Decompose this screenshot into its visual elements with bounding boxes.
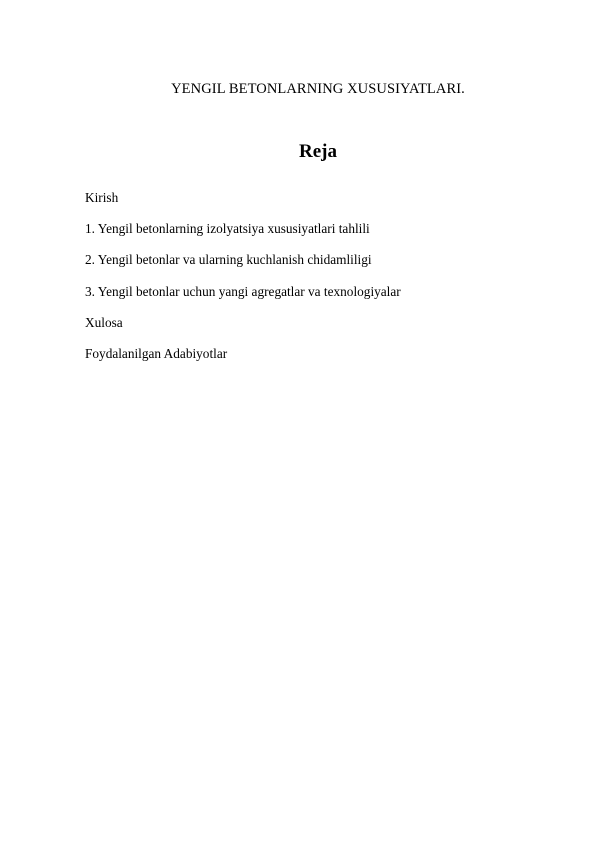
plan-heading: Reja [299,141,337,162]
table-of-contents [85,190,565,377]
toc-item-section-3: 3. Yengil betonlar uchun yangi agregatlar va texnologiyalar [85,283,401,299]
toc-item-section-2: 2. Yengil betonlar va ularning kuchlanish chidamliligi [85,252,372,268]
document-title: YENGIL BETONLARNING XUSUSIYATLARI. [171,81,465,97]
toc-item-section-1: 1. Yengil betonlarning izolyatsiya xususiyatlari tahlili [85,221,370,237]
toc-item-introduction: Kirish [85,190,119,205]
toc-item-conclusion: Xulosa [85,314,123,330]
toc-item-references: Foydalanilgan Adabiyotlar [85,345,228,361]
